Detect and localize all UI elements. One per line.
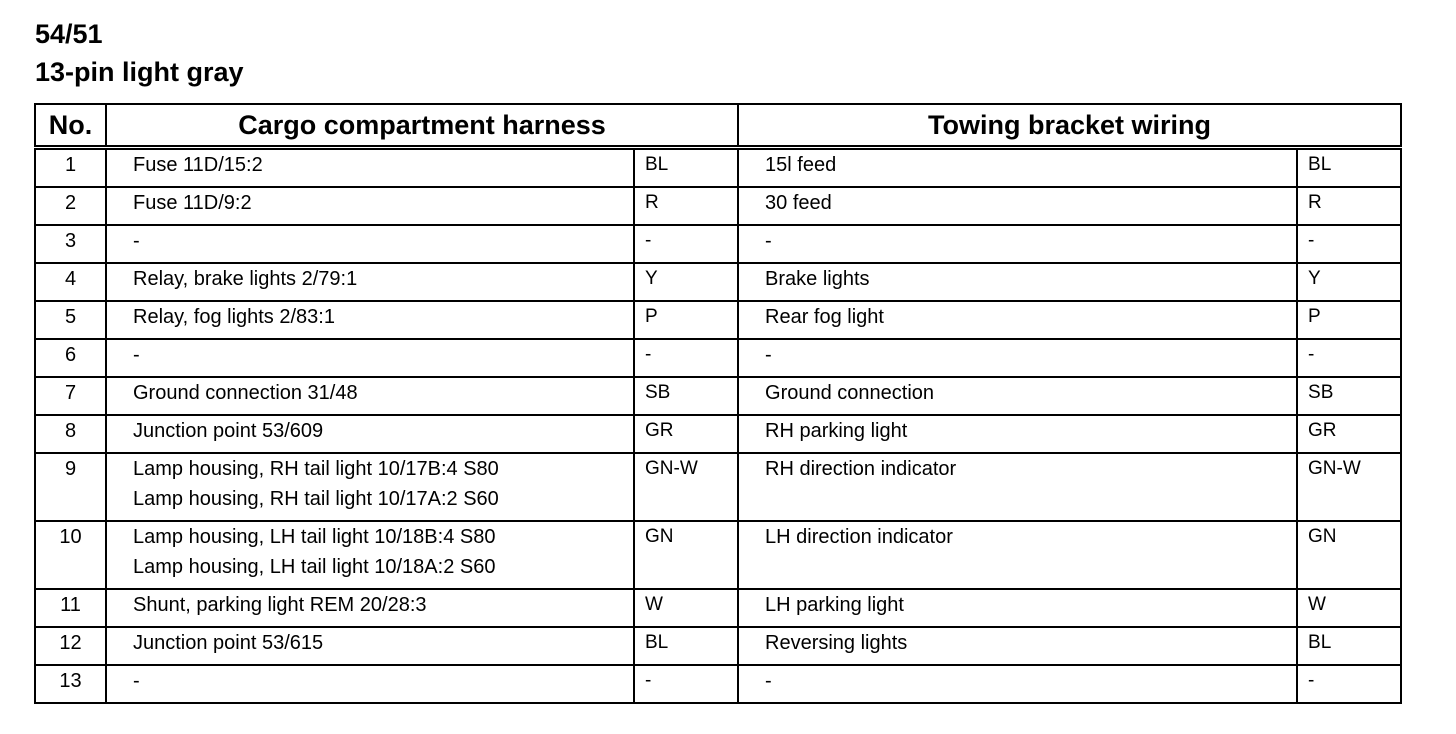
table-row xyxy=(35,521,1401,589)
table-row xyxy=(35,589,1401,627)
table-row xyxy=(35,377,1401,415)
cargo-wire-color: - xyxy=(634,339,738,377)
cargo-harness-text: Fuse 11D/9:2 xyxy=(133,192,252,214)
towing-wiring-text: Ground connection xyxy=(738,377,1297,415)
cargo-harness-cell xyxy=(106,339,634,377)
cargo-harness-cell xyxy=(106,589,634,627)
cargo-harness-cell xyxy=(106,377,634,415)
towing-wiring-text: RH parking light xyxy=(738,415,1297,453)
pin-number: 6 xyxy=(35,339,106,377)
cargo-wire-color: P xyxy=(634,301,738,339)
connector-description: 13-pin light gray xyxy=(35,57,244,87)
table-row xyxy=(35,301,1401,339)
cargo-harness-text: - xyxy=(133,230,140,252)
cargo-wire-color: BL xyxy=(634,148,738,188)
towing-wire-color: GR xyxy=(1297,415,1401,453)
towing-wire-color: Y xyxy=(1297,263,1401,301)
towing-wiring-text: 30 feed xyxy=(738,187,1297,225)
cargo-harness-text: Relay, fog lights 2/83:1 xyxy=(133,306,335,328)
cargo-wire-color: W xyxy=(634,589,738,627)
cargo-harness-text: Lamp housing, RH tail light 10/17A:2 S60 xyxy=(133,488,499,510)
header-no: No. xyxy=(35,104,106,148)
towing-wire-color: SB xyxy=(1297,377,1401,415)
cargo-wire-color: GR xyxy=(634,415,738,453)
cargo-wire-color: SB xyxy=(634,377,738,415)
connector-code: 54/51 xyxy=(35,19,103,49)
pin-number: 2 xyxy=(35,187,106,225)
towing-wire-color: GN xyxy=(1297,521,1401,589)
cargo-harness-cell xyxy=(106,521,634,589)
cargo-harness-cell xyxy=(106,415,634,453)
pin-number: 7 xyxy=(35,377,106,415)
cargo-harness-text: Ground connection 31/48 xyxy=(133,382,358,404)
cargo-harness-cell xyxy=(106,187,634,225)
cargo-harness-cell xyxy=(106,301,634,339)
pin-number: 1 xyxy=(35,148,106,188)
towing-wire-color: - xyxy=(1297,339,1401,377)
cargo-harness-cell xyxy=(106,453,634,521)
cargo-wire-color: R xyxy=(634,187,738,225)
cargo-harness-cell xyxy=(106,148,634,188)
table-row xyxy=(35,665,1401,703)
table-row xyxy=(35,453,1401,521)
pin-number: 11 xyxy=(35,589,106,627)
cargo-harness-text: Lamp housing, LH tail light 10/18B:4 S80 xyxy=(133,526,496,548)
table-row xyxy=(35,339,1401,377)
towing-wire-color: - xyxy=(1297,225,1401,263)
towing-wire-color: - xyxy=(1297,665,1401,703)
table-row xyxy=(35,627,1401,665)
pin-number: 3 xyxy=(35,225,106,263)
towing-wiring-text: LH direction indicator xyxy=(738,521,1297,589)
towing-wire-color: BL xyxy=(1297,148,1401,188)
table-row xyxy=(35,263,1401,301)
pin-number: 4 xyxy=(35,263,106,301)
cargo-harness-cell xyxy=(106,665,634,703)
cargo-harness-text: Lamp housing, RH tail light 10/17B:4 S80 xyxy=(133,458,499,480)
table-row xyxy=(35,225,1401,263)
cargo-wire-color: Y xyxy=(634,263,738,301)
towing-wiring-text: - xyxy=(738,339,1297,377)
cargo-harness-text: Relay, brake lights 2/79:1 xyxy=(133,268,358,290)
towing-wire-color: W xyxy=(1297,589,1401,627)
cargo-harness-text: - xyxy=(133,344,140,366)
towing-wiring-text: Brake lights xyxy=(738,263,1297,301)
towing-wire-color: R xyxy=(1297,187,1401,225)
towing-wire-color: P xyxy=(1297,301,1401,339)
towing-wiring-text: Rear fog light xyxy=(738,301,1297,339)
cargo-harness-text: Junction point 53/615 xyxy=(133,632,324,654)
pin-number: 9 xyxy=(35,453,106,521)
pin-assignment-table xyxy=(34,103,1402,704)
cargo-wire-color: GN-W xyxy=(634,453,738,521)
header-towing-wiring: Towing bracket wiring xyxy=(738,104,1401,148)
pin-number: 10 xyxy=(35,521,106,589)
cargo-harness-text: Lamp housing, LH tail light 10/18A:2 S60 xyxy=(133,556,496,578)
pin-number: 8 xyxy=(35,415,106,453)
header-cargo-harness: Cargo compartment harness xyxy=(106,104,738,148)
towing-wiring-text: 15l feed xyxy=(738,148,1297,188)
cargo-harness-text: Junction point 53/609 xyxy=(133,420,324,442)
cargo-harness-text: Shunt, parking light REM 20/28:3 xyxy=(133,594,427,616)
table-body xyxy=(35,148,1401,704)
pin-number: 13 xyxy=(35,665,106,703)
table-row xyxy=(35,148,1401,188)
towing-wiring-text: - xyxy=(738,665,1297,703)
cargo-harness-cell xyxy=(106,263,634,301)
towing-wiring-text: LH parking light xyxy=(738,589,1297,627)
cargo-harness-text: Fuse 11D/15:2 xyxy=(133,154,263,176)
towing-wiring-text: - xyxy=(738,225,1297,263)
cargo-wire-color: BL xyxy=(634,627,738,665)
towing-wire-color: BL xyxy=(1297,627,1401,665)
pin-number: 5 xyxy=(35,301,106,339)
table-header-row xyxy=(35,104,1401,148)
towing-wire-color: GN-W xyxy=(1297,453,1401,521)
cargo-harness-cell xyxy=(106,225,634,263)
towing-wiring-text: Reversing lights xyxy=(738,627,1297,665)
cargo-wire-color: GN xyxy=(634,521,738,589)
table-row xyxy=(35,415,1401,453)
cargo-wire-color: - xyxy=(634,665,738,703)
cargo-harness-text: - xyxy=(133,670,140,692)
table-row xyxy=(35,187,1401,225)
pin-number: 12 xyxy=(35,627,106,665)
cargo-harness-cell xyxy=(106,627,634,665)
cargo-wire-color: - xyxy=(634,225,738,263)
towing-wiring-text: RH direction indicator xyxy=(738,453,1297,521)
